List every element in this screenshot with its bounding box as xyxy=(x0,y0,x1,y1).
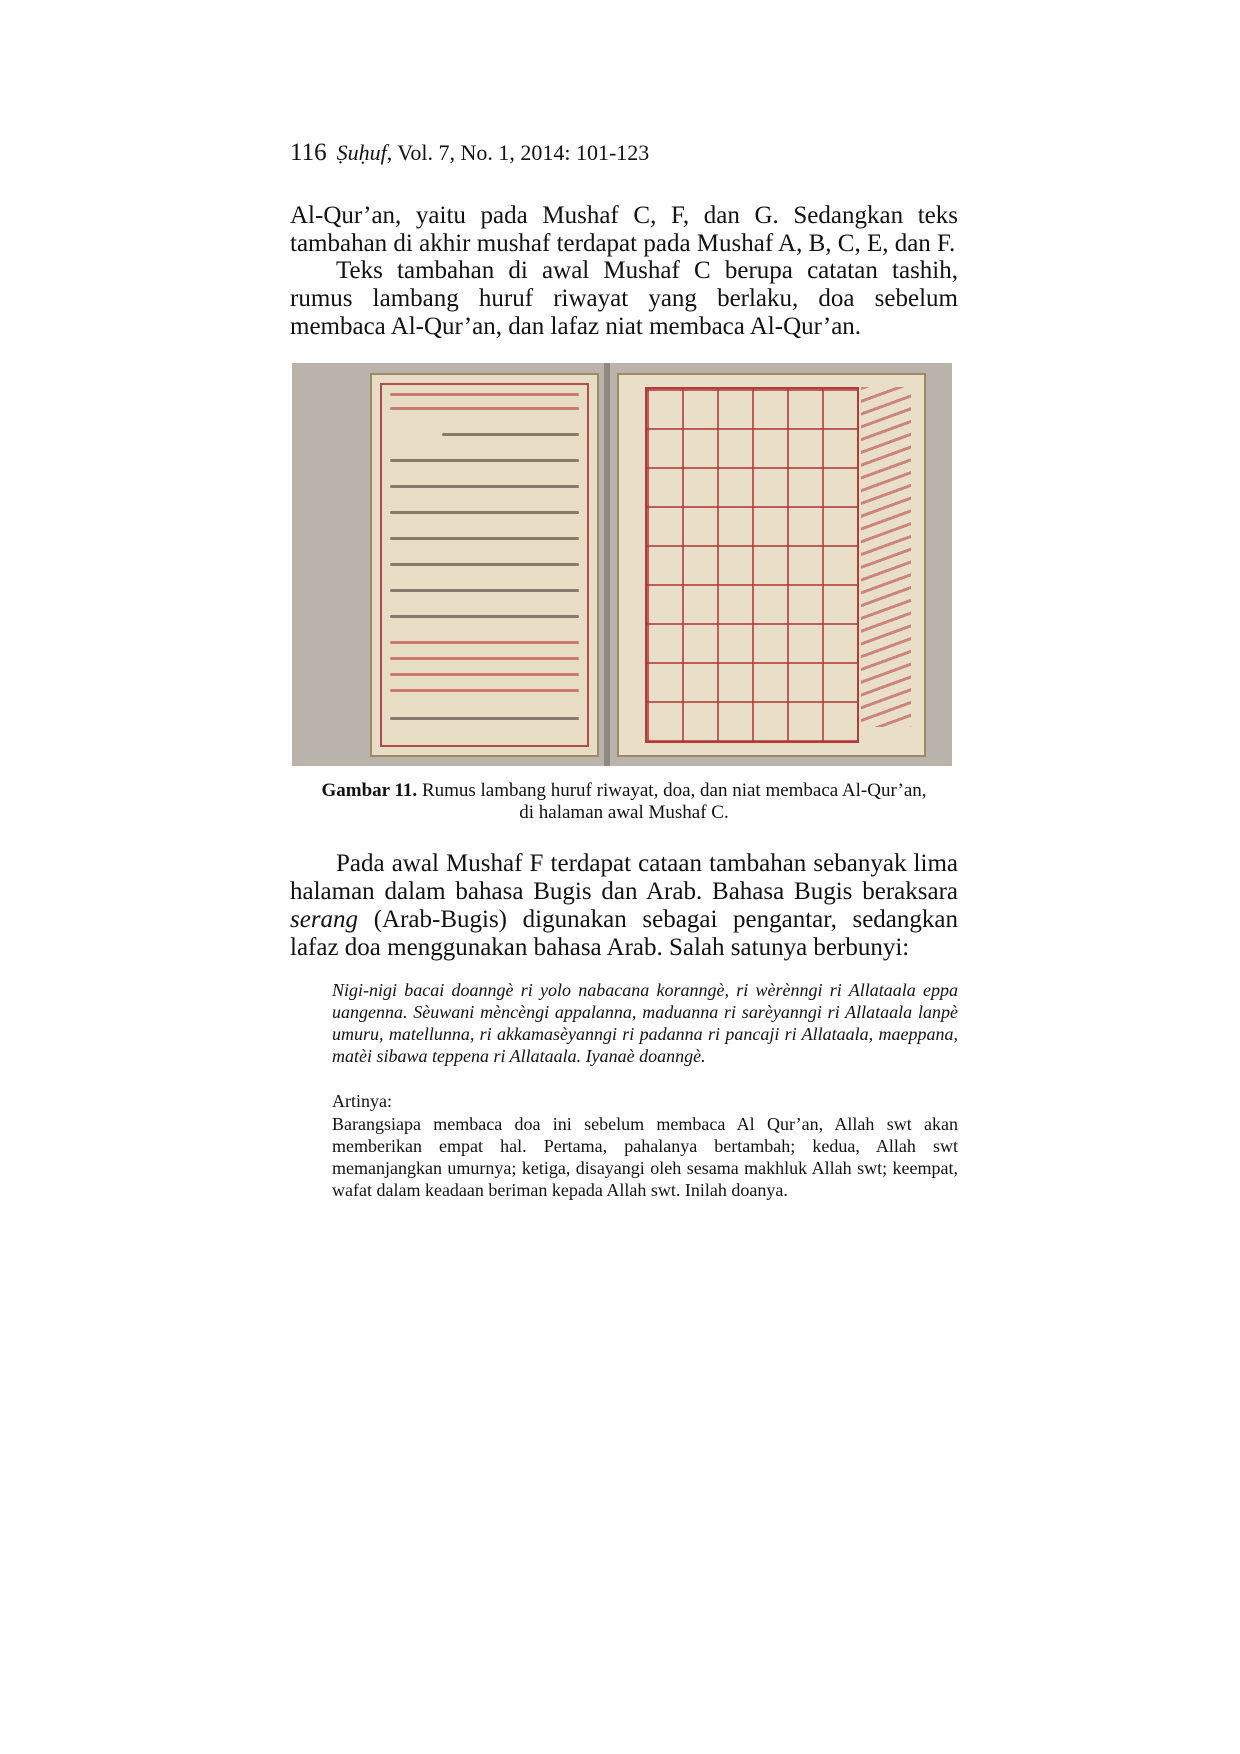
body-paragraph-3 xyxy=(290,850,958,962)
p3-emphasis: serang xyxy=(290,906,359,933)
p3-text-b: (Arab-Bugis) digunakan sebagai pengantar, sedangkan lafaz doa menggunakan bahasa Arab. Salah satunya berbunyi: xyxy=(290,906,958,961)
bugis-quote: Nigi-nigi bacai doanngè ri yolo nabacana koranngè, ri wèrènngi ri Allataala eppa uangenna. Sèuwani mèncèngi appalanna, maduanna ri sarèyanngi ri Allataala lanpè umuru, matellunna, ri akkamasèyanngi ri padanna ri pancaji ri Allataala, maeppana, matèi sibawa teppena ri Allataala. Iyanaè doanngè. xyxy=(332,980,958,1066)
riwayat-symbol-table xyxy=(645,387,859,743)
body-paragraph-2: Teks tambahan di awal Mushaf C berupa catatan tashih, rumus lambang huruf riwayat yang berlaku, doa sebelum membaca Al-Qur’an, dan lafaz niat membaca Al-Qur’an. xyxy=(290,257,958,340)
manuscript-left-page xyxy=(370,373,599,757)
translation-text: Barangsiapa membaca doa ini sebelum membaca Al Qur’an, Allah swt akan memberikan empat hal. Pertama, pahalanya bertambah; kedua, Allah swt memanjangkan umurnya; ketiga, disayangi oleh sesama makhluk Allah swt; keempat, wafat dalam keadaan beriman kepada Allah swt. Inilah doanya. xyxy=(332,1114,958,1200)
manuscript-right-page xyxy=(617,373,926,757)
journal-name: Ṣuḥuf xyxy=(336,140,387,165)
manuscript-text-frame xyxy=(380,383,589,747)
book-spine xyxy=(604,363,610,766)
body-paragraph-1: Al-Qur’an, yaitu pada Mushaf C, F, dan G. Sedangkan teks tambahan di akhir mushaf terdapat pada Mushaf A, B, C, E, dan F. xyxy=(290,202,958,257)
manuscript-photo xyxy=(292,363,952,766)
journal-citation: , Vol. 7, No. 1, 2014: 101-123 xyxy=(386,140,650,165)
artinya-label: Artinya: xyxy=(332,1091,392,1111)
caption-text-2: di halaman awal Mushaf C. xyxy=(519,802,729,823)
marginal-notes xyxy=(861,387,911,727)
p3-text-a: Pada awal Mushaf F terdapat cataan tambahan sebanyak lima halaman dalam bahasa Bugis dan Arab. Bahasa Bugis beraksara xyxy=(290,850,958,905)
caption-label: Gambar 11. xyxy=(321,780,418,801)
caption-text-1: Rumus lambang huruf riwayat, doa, dan niat membaca Al-Qur’an, xyxy=(417,780,927,801)
running-header xyxy=(290,139,649,167)
figure-caption xyxy=(290,780,958,824)
page-number: 116 xyxy=(290,139,327,166)
